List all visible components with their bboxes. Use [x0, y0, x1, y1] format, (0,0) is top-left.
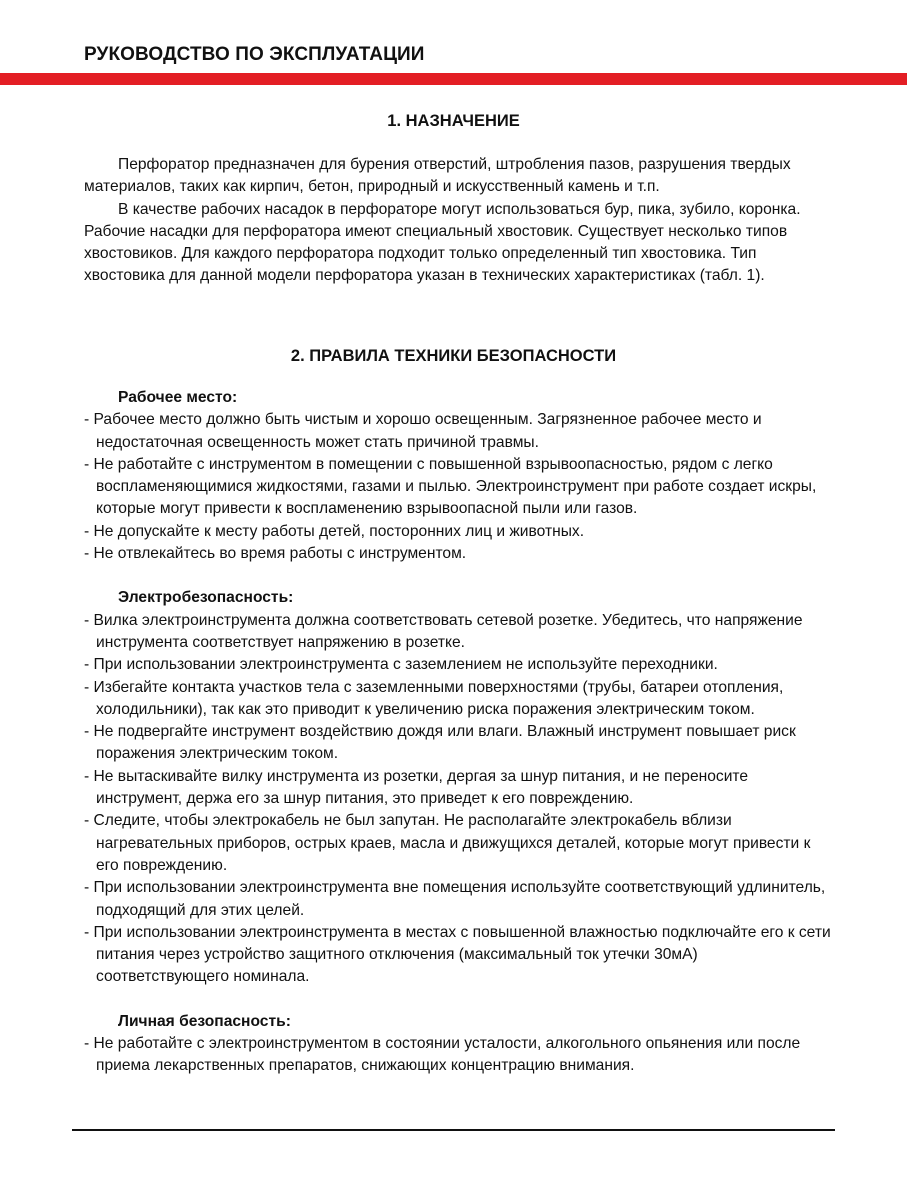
page-header-title: РУКОВОДСТВО ПО ЭКСПЛУАТАЦИИ	[84, 44, 425, 65]
list-item: - При использовании электроинструмента в местах с повышенной влажностью подключайте его к сети питания через устройство защитного отключения (максимальный ток утечки 30мА) соответствующего номинала.	[84, 923, 831, 986]
list-item: - Вилка электроинструмента должна соответствовать сетевой розетке. Убедитесь, что напряжение инструмента соответствует напряжению в розетке.	[84, 611, 803, 651]
list-item: - Не подвергайте инструмент воздействию дождя или влаги. Влажный инструмент повышает риск поражения электрическим током.	[84, 723, 796, 763]
electrical-subtitle: Электробезопасность:	[118, 589, 294, 607]
personal-subtitle: Личная безопасность:	[118, 1012, 291, 1030]
personal-list	[84, 1033, 834, 1078]
list-item: - При использовании электроинструмента вне помещения используйте соответствующий удлинитель, подходящий для этих целей.	[84, 879, 826, 919]
list-item: - Не отвлекайтесь во время работы с инструментом.	[84, 545, 467, 563]
list-item: - Не работайте с электроинструментом в состоянии усталости, алкогольного опьянения или после приема лекарственных препаратов, снижающих концентрацию внимания.	[84, 1035, 801, 1075]
workplace-list	[84, 409, 834, 565]
list-item: - При использовании электроинструмента с заземлением не используйте переходники.	[84, 656, 718, 674]
footer-divider	[72, 1129, 835, 1131]
list-item: - Не допускайте к месту работы детей, посторонних лиц и животных.	[84, 522, 585, 540]
section-2-title: 2. ПРАВИЛА ТЕХНИКИ БЕЗОПАСНОСТИ	[290, 347, 617, 365]
workplace-subtitle: Рабочее место:	[118, 389, 238, 406]
list-item: - Избегайте контакта участков тела с заземленными поверхностями (трубы, батареи отопления, холодильники), так как это приводит к увеличению риска поражения электрическим током.	[84, 678, 784, 718]
electrical-list	[84, 610, 834, 989]
section-1-paragraph: Перфоратор предназначен для бурения отверстий, штробления пазов, разрушения твердых материалов, таких как кирпич, бетон, природный и искусственный камень и т.п.	[84, 156, 791, 196]
list-item: - Рабочее место должно быть чистым и хорошо освещенным. Загрязненное рабочее место и недостаточная освещенность может стать причиной травмы.	[84, 411, 762, 451]
list-item: - Следите, чтобы электрокабель не был запутан. Не располагайте электрокабель вблизи нагревательных приборов, острых краев, масла и движущихся деталей, которые могут привести к его повреждению.	[84, 812, 811, 874]
list-item: - Не вытаскивайте вилку инструмента из розетки, дергая за шнур питания, и не переносите инструмент, держа его за шнур питания, это приведет к его повреждению.	[84, 767, 749, 808]
section-1-body	[84, 154, 834, 288]
list-item: - Не работайте с инструментом в помещении с повышенной взрывоопасностью, рядом с легко воспламеняющимися жидкостями, газами и пылью. Электроинструмент при работе создает искры, которые могут привести к воспламенению взрывоопасной пыли или газов.	[84, 455, 817, 518]
section-1-title: 1. НАЗНАЧЕНИЕ	[387, 112, 520, 130]
section-2-body	[84, 387, 834, 1078]
header-red-bar	[0, 73, 907, 85]
section-1-paragraph: В качестве рабочих насадок в перфораторе могут использоваться бур, пика, зубило, коронка. Рабочие насадки для перфоратора имеют специальный хвостовик. Существует несколько типов хвостовиков. Для каждого перфоратора подходит только определенный тип хвостовика. Тип хвостовика для данной модели перфоратора указан в технических характеристиках (табл. 1).	[84, 200, 801, 285]
